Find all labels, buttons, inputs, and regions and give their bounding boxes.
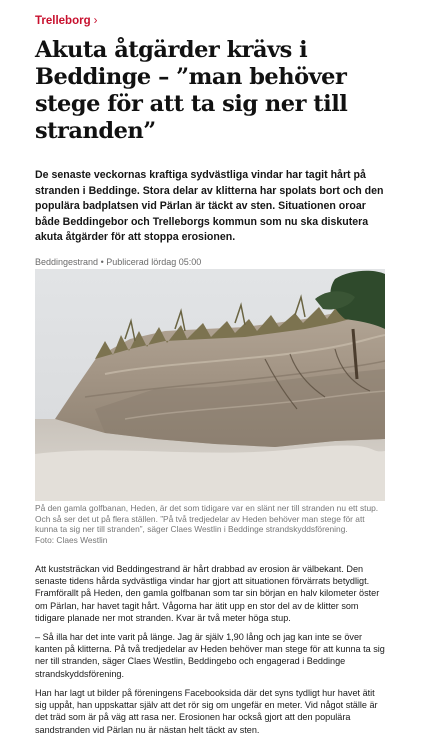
meta-separator: •	[100, 257, 104, 267]
section-label: Trelleborg	[35, 15, 91, 27]
body-paragraph-3: Han har lagt ut bilder på föreningens Facebooksida där det syns tydligt hur havet ätit sig uppåt, han uppskattar själv att det rör sig om ungefär en meter. Vid något ställe är det träd som är på väg att rasa ner. Erosionen har också gjort att den populära sandstranden vid Pärlan nu är nästan helt täckt av sten.	[35, 688, 378, 735]
article-lead: De senaste veckornas kraftiga sydvästliga vindar har tagit hårt på stranden i Beddinge. Stora delar av klitterna har spolats bort och den populära badplatsen vid Pärlan är täckt av sten. Situationen oroar både Beddingebor och Trelleborgs kommun som nu ska diskutera akuta åtgärder för att stoppa erosionen.	[35, 169, 384, 243]
meta-published: Publicerad lördag 05:00	[106, 257, 202, 267]
article-photo[interactable]	[35, 269, 385, 501]
photo-credit: Foto: Claes Westlin	[35, 534, 108, 545]
caption-text: På den gamla golfbanan, Heden, är det som tidigare var en slänt ner till stranden nu ett stup. Och så ser det ut på flera ställen. ”På två tredjedelar av Heden behöver man stege för att kunna ta sig ner till stranden”, säger Claes Westlin i Beddinge strandskyddsförening.	[35, 503, 379, 534]
article-headline: Akuta åtgärder krävs i Beddinge – ”man behöver stege för att ta sig ner till stranden”	[35, 37, 348, 144]
body-paragraph-2: – Så illa har det inte varit på länge. Jag är själv 1,90 lång och jag kan inte se över kanten på klitterna. På två tredjedelar av Heden behöver man stege för att kunna ta sig ner till stranden, säger Claes Westlin, Beddingebo och engagerad i Beddinge strandskyddsförening.	[35, 632, 385, 679]
article-meta	[35, 257, 201, 267]
body-paragraph-1: Att kuststräckan vid Beddingestrand är hårt drabbad av erosion är välbekant. Den senaste tidens hårda sydvästliga vindar har gjort att situationen förvärrats betydligt. Framförallt på Heden, den gamla golfbanan som tar sin början en halv kilometer öster om Pärlan, har havet tagit hårt. Vågorna har ätit upp en stor del av de klitter som tidigare planade ner mot stranden. Kvar är två meter höga stup.	[35, 564, 380, 623]
photo-eroded-dune-icon	[35, 269, 385, 501]
chevron-right-icon: ›	[93, 15, 98, 27]
photo-caption	[35, 503, 387, 545]
meta-place: Beddingestrand	[35, 257, 99, 267]
section-link-trelleborg[interactable]	[35, 15, 97, 27]
